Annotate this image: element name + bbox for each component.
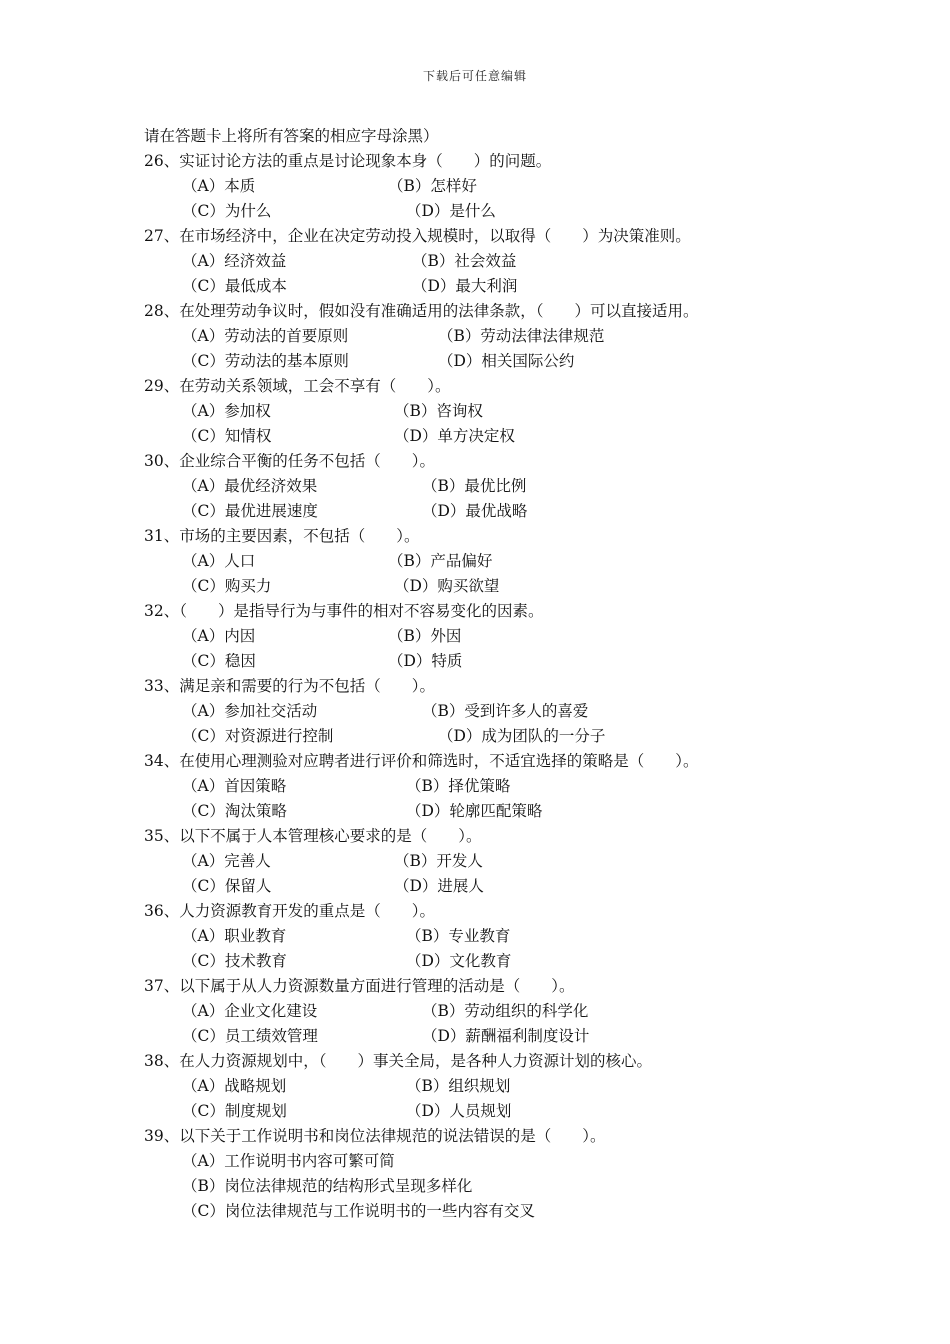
option-b: （B）怎样好 (388, 177, 477, 195)
question-37-options-row (144, 1024, 824, 1049)
option-a: （A）参加权 (182, 402, 271, 420)
question-26-options-row (144, 174, 824, 199)
question-30-options-row (144, 474, 824, 499)
option-b: （B）产品偏好 (388, 552, 493, 570)
question-36-options-row (144, 924, 824, 949)
question-29-options-row (144, 399, 824, 424)
question-27-stem: 27、在市场经济中，企业在决定劳动投入规模时，以取得（ ）为决策准则。 (144, 227, 691, 245)
option-d: （D）最大利润 (412, 277, 518, 295)
question-26-stem: 26、实证讨论方法的重点是讨论现象本身（ ）的问题。 (144, 152, 552, 170)
question-26-options-row (144, 199, 824, 224)
question-37-options-row (144, 999, 824, 1024)
question-28-options-row (144, 324, 824, 349)
question-36-stem: 36、人力资源教育开发的重点是（ ）。 (144, 902, 435, 920)
option-b: （B）咨询权 (394, 402, 483, 420)
option-b: （B）劳动法律法律规范 (438, 327, 605, 345)
option-a: （A）完善人 (182, 852, 271, 870)
option-b: （B）组织规划 (406, 1077, 511, 1095)
question-37-stem: 37、以下属于从人力资源数量方面进行管理的活动是（ ）。 (144, 977, 575, 995)
option-b: （B）受到许多人的喜爱 (422, 702, 589, 720)
question-35-options-row (144, 849, 824, 874)
option-b: （B）社会效益 (412, 252, 517, 270)
option-d: （D）人员规划 (406, 1102, 512, 1120)
option-c: （C）制度规划 (182, 1102, 287, 1120)
question-32-options-row (144, 624, 824, 649)
option-d: （D）特质 (388, 652, 463, 670)
question-32-stem: 32、（ ）是指导行为与事件的相对不容易变化的因素。 (144, 602, 544, 620)
question-27-options-row (144, 274, 824, 299)
question-39-stem: 39、以下关于工作说明书和岗位法律规范的说法错误的是（ ）。 (144, 1127, 606, 1145)
question-31-stem: 31、市场的主要因素，不包括（ ）。 (144, 527, 420, 545)
question-29-stem: 29、在劳动关系领域，工会不享有（ ）。 (144, 377, 451, 395)
option-b: （B）最优比例 (422, 477, 527, 495)
option-b: （B）专业教育 (406, 927, 511, 945)
option-a: （A）人口 (182, 552, 256, 570)
option-d: （D）成为团队的一分子 (438, 727, 606, 745)
option-d: （D）最优战略 (422, 502, 528, 520)
option-c: （C）对资源进行控制 (182, 727, 334, 745)
question-35-options-row (144, 874, 824, 899)
question-28-stem: 28、在处理劳动争议时，假如没有准确适用的法律条款，（ ）可以直接适用。 (144, 302, 699, 320)
option-c: （C）最优进展速度 (182, 502, 318, 520)
option-c: （C）员工绩效管理 (182, 1027, 318, 1045)
option-a: （A）职业教育 (182, 927, 287, 945)
option-c: （C）劳动法的基本原则 (182, 352, 349, 370)
option-a: （A）劳动法的首要原则 (182, 327, 349, 345)
option-c: （C）稳因 (182, 652, 256, 670)
option-c: （C）保留人 (182, 877, 272, 895)
option-d: （D）相关国际公约 (438, 352, 575, 370)
question-30-stem: 30、企业综合平衡的任务不包括（ ）。 (144, 452, 435, 470)
question-30-options-row (144, 499, 824, 524)
option-a: （A）参加社交活动 (182, 702, 318, 720)
option-c: （C）为什么 (182, 202, 272, 220)
option-c: （C）岗位法律规范与工作说明书的一些内容有交叉 (182, 1202, 535, 1220)
option-b: （B）劳动组织的科学化 (422, 1002, 589, 1020)
option-a: （A）内因 (182, 627, 256, 645)
question-38-options-row (144, 1074, 824, 1099)
option-d: （D）单方决定权 (394, 427, 515, 445)
question-38-stem: 38、在人力资源规划中，（ ）事关全局，是各种人力资源计划的核心。 (144, 1052, 652, 1070)
option-d: （D）是什么 (406, 202, 496, 220)
option-a: （A）企业文化建设 (182, 1002, 318, 1020)
question-34-options-row (144, 799, 824, 824)
option-a: （A）经济效益 (182, 252, 287, 270)
option-d: （D）文化教育 (406, 952, 512, 970)
option-b: （B）岗位法律规范的结构形式呈现多样化 (182, 1177, 473, 1195)
question-33-stem: 33、满足亲和需要的行为不包括（ ）。 (144, 677, 435, 695)
question-38-options-row (144, 1099, 824, 1124)
option-a: （A）最优经济效果 (182, 477, 318, 495)
option-c: （C）购买力 (182, 577, 272, 595)
question-34-stem: 34、在使用心理测验对应聘者进行评价和筛选时，不适宜选择的策略是（ ）。 (144, 752, 699, 770)
option-b: （B）开发人 (394, 852, 483, 870)
question-29-options-row (144, 424, 824, 449)
page-header: 下载后可任意编辑 (422, 69, 527, 83)
option-b: （B）外因 (388, 627, 462, 645)
question-33-options-row (144, 724, 824, 749)
option-d: （D）薪酬福利制度设计 (422, 1027, 590, 1045)
question-34-options-row (144, 774, 824, 799)
option-d: （D）购买欲望 (394, 577, 500, 595)
question-28-options-row (144, 349, 824, 374)
question-33-options-row (144, 699, 824, 724)
option-b: （B）择优策略 (406, 777, 511, 795)
option-a: （A）战略规划 (182, 1077, 287, 1095)
question-31-options-row (144, 549, 824, 574)
question-31-options-row (144, 574, 824, 599)
option-a: （A）工作说明书内容可繁可简 (182, 1152, 395, 1170)
instructions-text: 请在答题卡上将所有答案的相应字母涂黑） (144, 127, 439, 145)
option-c: （C）知情权 (182, 427, 272, 445)
option-d: （D）进展人 (394, 877, 484, 895)
question-32-options-row (144, 649, 824, 674)
option-c: （C）技术教育 (182, 952, 287, 970)
option-c: （C）淘汰策略 (182, 802, 287, 820)
option-a: （A）首因策略 (182, 777, 287, 795)
option-d: （D）轮廓匹配策略 (406, 802, 543, 820)
option-a: （A）本质 (182, 177, 256, 195)
exam-content (144, 124, 824, 1224)
question-36-options-row (144, 949, 824, 974)
question-27-options-row (144, 249, 824, 274)
option-c: （C）最低成本 (182, 277, 287, 295)
question-35-stem: 35、以下不属于人本管理核心要求的是（ ）。 (144, 827, 482, 845)
